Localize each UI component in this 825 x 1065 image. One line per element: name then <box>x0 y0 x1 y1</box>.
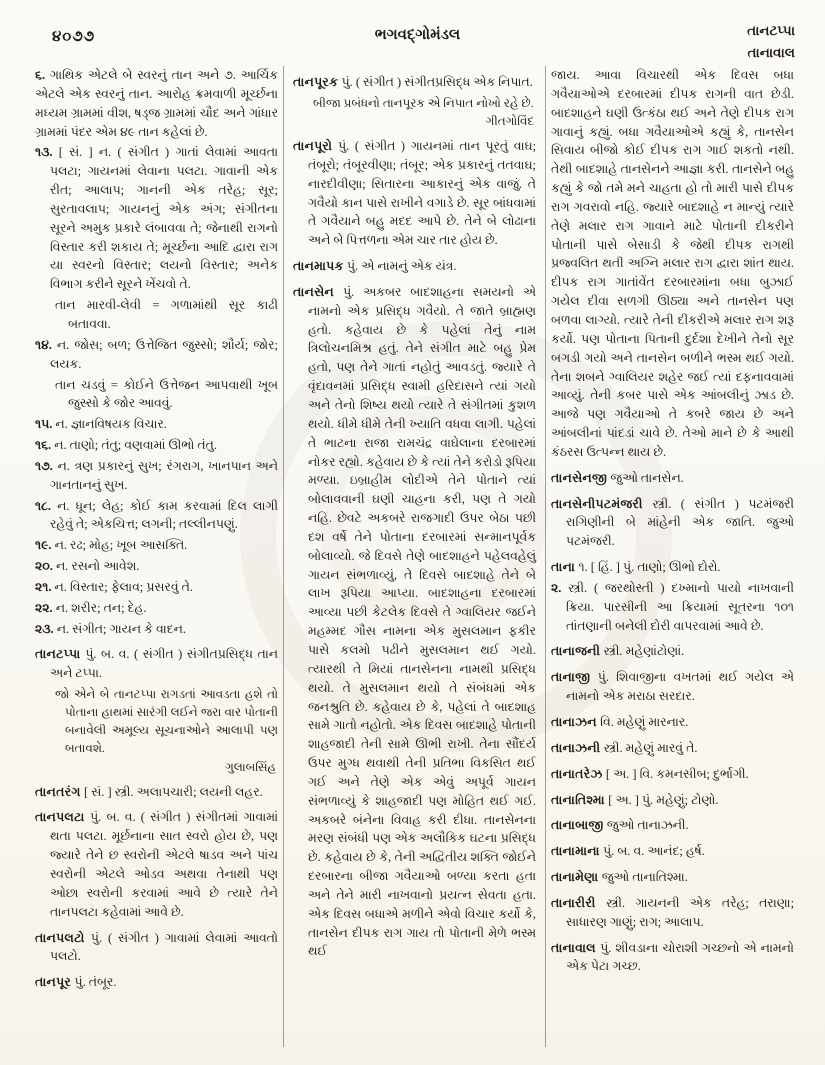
definition-text: પું. ( સંગીત ) સંગીતપ્રસિદ્ધ એક નિપાત. <box>341 75 533 89</box>
definition-text: ન. ત્રણ પ્રકારનું સુખ; રંગરાગ, ખાનપાન અને ગાનતાનનું સુખ. <box>50 458 278 492</box>
definition-text: જાય. આવા વિચારથી એક દિવસ બધા ગવૈયાઓએ દરબારમાં દીપક રાગની વાત છેડી. બાદશાહને ઘણી ઉત્કંઠા થઈ અને તેણે દીપક રાગ ગાવાનું કહ્યું. બધા ગવૈયાઓએ કહ્યું કે, તાનસેન સિવાય બીજો કોઈ દીપક રાગ ગાઈ શકતો નથી. તેથી બાદશાહે તાનસેનને આજ્ઞા કરી. તાનસેને બહુ કહ્યું કે જો તમે મને ચાહતા હો તો મારી પાસે દીપક રાગ ગવરાવો નહિ. જ્યારે બાદશાહે ન માન્યું ત્યારે તેણે મલાર રાગ ગાવાને માટે પોતાની દીકરીને પોતાની પાસે બેસાડી કે જેથી દીપક રાગથી પ્રજ્વલિત થતી અગ્નિ મલાર રાગ દ્વારા શાંત થાય. દીપક રાગ ગાતાંવેંત દરબારમાંના બધા બુઝાઈ ગયેલ દીવા સળગી ઊઠ્યા અને તાનસેન પણ બળવા લાગ્યો. ત્યારે તેની દીકરીએ મલાર રાગ શરૂ કર્યો. પણ પોતાના પિતાની દુર્દશા દેખીને તેનો સૂર બગડી ગયો અને તાનસેન બળીને ભસ્મ થઈ ગયો. તેના શબને ગ્વાલિયર શહેર જઈ ત્યાં દફનાવવામાં આવ્યું. તેની કબર પાસે એક આંબલીનું ઝાડ છે. આજે પણ ગવૈયાઓ તે કબરે જાય છે અને આંબલીનાં પાંદડાં ચાવે છે. તેઓ માને છે કે આથી કંઠરસ ઉત્પન્ન થાય છે. <box>551 68 794 459</box>
headword: તાનાવાલ <box>551 940 601 955</box>
dictionary-entry <box>293 73 536 92</box>
book-title: ભગવદ્ગોમંડલ <box>374 27 461 43</box>
headword: તાનાતરેઝ <box>551 766 606 781</box>
headword: તાનારીરી <box>551 895 607 910</box>
definition-text: જુઓ તાનાઝની. <box>606 818 689 833</box>
definition-text: સ્ત્રી. ( જરથોસ્તી ) દખ્માનો પાયો નાખવાની ક્રિયા. પારસીની આ ક્રિયામાં સૂતરના ૧૦૧ તાંતણાની બનેલી દોરી વાપરવામાં આવે છે. <box>566 580 794 633</box>
sense-number: ૧૯. <box>35 538 55 553</box>
definition-text: ન. જ્ઞાનવિષયક વિચાર. <box>55 417 167 432</box>
dictionary-entry <box>551 939 794 977</box>
definition-text: સ્ત્રી. ( સંગીત ) પટમંજરી રાગિણીની બે માંહેની એક જાતિ. જુઓ પટમંજરી. <box>566 496 794 549</box>
dictionary-entry <box>551 642 794 661</box>
definition-text: પું. એ નામનું એક યંત્ર. <box>346 259 457 274</box>
sense-number: ૨. <box>551 580 569 595</box>
dictionary-entry <box>551 765 794 784</box>
definition-text: પું. અકબર બાદશાહના સમયનો એ નામનો એક પ્રસિદ્ધ ગવૈયો. તે જાતે બ્રાહ્મણ હતો. કહેવાય છે કે પહેલાં તેનું નામ ત્રિલોચનમિશ્ર હતું. તેને સંગીત માટે બહુ પ્રેમ હતો, પણ તેને ગાતાં નહોતું આવડતું. જ્યારે તે વૃંદાવનમાં પ્રસિદ્ધ સ્વામી હરિદાસને ત્યાં ગયો અને તેનો શિષ્ય થયો ત્યારે તે સંગીતમાં કુશળ થયો. ધીમે ધીમે તેની ખ્યાતિ વધવા લાગી. પહેલાં તે ભાટના રાજા રામચંદ્ર વાઘેલાના દરબારમાં નોકર રહ્યો. કહેવાય છે કે ત્યાં તેને કરોડો રૂપિયા મળ્યા. ઇબ્રાહીમ લોદીએ તેને પોતાને ત્યાં બોલાવવાની ઘણી ચાહના કરી, પણ તે ગયો નહિ. છેવટે અકબરે રાજગાદી ઉપર બેઠા પછી દશ વર્ષે તેને પોતાના દરબારમાં સન્માનપૂર્વક બોલાવ્યો. જે દિવસે તેણે બાદશાહને પહેલવહેલું ગાયન સંભળાવ્યું, તે દિવસે બાદશાહે તેને બે લાખ રૂપિયા આપ્યા. બાદશાહના દરબારમાં આવ્યા પછી કેટલેક દિવસે તે ગ્વાલિયર જઈને મહમ્મદ ગૌસ નામના એક મુસલમાન ફકીર પાસે કલમો પઢીને મુસલમાન થઈ ગયો. ત્યારથી તે મિયાં તાનસેનના નામથી પ્રસિદ્ધ થયો. તે મુસલમાન થયો તે સંબંધમાં એક જનશ્રુતિ છે. કહેવાય છે કે, પહેલાં તે બાદશાહ સામે ગાતો નહોતો. એક દિવસ બાદશાહે પોતાની શાહજાદી તેની સામે ઊભી રાખી. તેના સૌંદર્ય ઉપર મુગ્ધ થવાથી તેની પ્રતિભા વિકસિત થઈ ગઈ અને તેણે એક એવું અપૂર્વ ગાયન સંભળાવ્યું કે શાહજાદી પણ મોહિત થઈ ગઈ. અકબરે બંનેના વિવાહ કરી દીધા. તાનસેનના મરણ સંબંધી પણ એક અલૌકિક ઘટના પ્રસિદ્ધ છે. કહેવાય છે કે, તેની અદ્વિતીય શક્તિ જોઈને દરબારના બીજા ગવૈયાઓ બળ્યા કરતા હતા અને તેને મારી નાખવાનો પ્રયત્ન સેવતા હતા. એક દિવસ બધાએ મળીને એવો વિચાર કર્યો કે, તાનસેન દીપક રાગ ગાય તો પોતાની મેળે ભસ્મ થઈ <box>308 284 536 959</box>
idiom-line <box>55 376 278 414</box>
definition-text: ન. રઢ; મોહ; ખૂબ આસક્તિ. <box>54 538 188 553</box>
headword: તાનામાના <box>551 844 604 859</box>
quote-block <box>55 685 278 775</box>
definition-text: [ અ. ] પું. મહેણું; ટોણો. <box>608 792 719 807</box>
dictionary-entry <box>293 257 536 276</box>
headword: તાનાઝન <box>551 715 601 729</box>
idiom-line <box>55 296 278 334</box>
citation: ગીતગોવિંદ <box>485 113 534 128</box>
definition-text: [ સં. ] ન. ( સંગીત ) ગાતાં લેવામાં આવતા પલટા; ગાયનમાં લેવાના પલટા. ગાવાની એક રીત; આલાપ; ગાનની એક તરેહ; સૂર; સુરતાવલાપ; ગાયનનું એક અંગ; સંગીતના સૂરને અમુક પ્રકારે લંબાવવા તે; જેનાથી રાગનો વિસ્તાર કરી શકાય તે; મૂર્ચ્છના આદિ દ્વારા રાગ યા સ્વરનો વિસ્તાર; લયનો વિસ્તાર; અનેક વિભાગ કરીને સૂરને ખેંચવો તે. <box>50 145 278 292</box>
dictionary-entry <box>35 645 278 683</box>
sense-number: ૧૬. <box>35 438 55 453</box>
headword: તાનાજની <box>551 644 604 659</box>
dictionary-entry <box>551 558 794 577</box>
guide-word-last: તાનાવાલ <box>747 45 795 61</box>
definition-text: [ સં. ] સ્ત્રી. અલાપચારી; લયની લહર. <box>84 784 263 799</box>
dictionary-entry <box>293 137 536 250</box>
definition-text: પું. બ. વ. ( સંગીત ) સંગીતપ્રસિદ્ધ તાન અને ટપ્પા. <box>50 647 278 681</box>
column-1 <box>35 66 278 1047</box>
dictionary-entry <box>35 783 278 802</box>
sense-number: ૨૦. <box>35 559 56 574</box>
definition-text: ૧. [ હિં. ] પું. તાણો; ઊભો દોરો. <box>578 560 721 575</box>
sense-item <box>35 536 278 555</box>
definition-text: પું. બ. વ. ( સંગીત ) સંગીતમાં ગાવામાં થતા પલટા. મૂર્છનાના સાત સ્વરો હોય છે, પણ જ્યારે તેને છ સ્વરોની એટલે ષાડવ અને પાંચ સ્વરોની એટલે ઓડવ અથવા તેનાથી પણ ઓછા સ્વરોની કરવામાં આવે છે ત્યારે તેને તાનપલટા કહેવામાં આવે છે. <box>50 810 278 919</box>
sense-number: ૬. <box>35 68 50 82</box>
sense-item <box>35 578 278 597</box>
definition-text: ન. સંગીત; ગાયન કે વાદન. <box>56 621 186 636</box>
sense-item <box>35 497 278 535</box>
headword: તાનાઝની <box>551 740 604 755</box>
headword: તાનતરંગ <box>35 784 85 799</box>
definition-text: પું. શીવડાના ચોરાશી ગચ્છનો એ નામનો એક પેટા ગચ્છ. <box>566 940 794 974</box>
definition-text: સ્ત્રી. મહેણાંટોણાં. <box>603 644 685 659</box>
column-2 <box>283 66 546 1047</box>
headword: તાનપૂરો <box>293 139 339 154</box>
dictionary-entry <box>551 713 794 732</box>
definition-text: ન. રસનો આવેશ. <box>55 559 140 574</box>
dictionary-entry <box>293 283 536 961</box>
sense-number: ૧૭. <box>35 458 58 473</box>
definition-text: પું. ( સંગીત ) ગાયનમાં તાન પૂરતું વાઘ; તંબૂરો; તંબૂરવીણા; તંબૂર; એક પ્રકારનું તતવાઘ; નારદીવીણા; સિતારના આકારનું એક વાજું. તે ગવૈયો કાન પાસે રાખીને વગાડે છે. સૂર બાંધવામાં તે ગવૈયાને બહુ મદદ આપે છે. તેને બે લોઢાના અને બે પિત્તળના એમ ચાર તાર હોય છે. <box>308 139 537 248</box>
sense-item <box>35 336 278 374</box>
guide-word-first: તાનટપ્પા <box>747 23 795 38</box>
page-number: ૪૦૭૭ <box>52 29 96 45</box>
headword: તાનામેણા <box>551 870 602 885</box>
quote-block <box>313 94 536 130</box>
headword: તાનાતિશ્મા <box>551 792 609 807</box>
dictionary-entry <box>35 929 278 967</box>
headword: તાનાજી <box>551 670 598 685</box>
column-3 <box>551 66 794 1047</box>
headword: તાનપલટા <box>35 810 91 825</box>
headword: તાનસેન <box>293 284 344 299</box>
sense-item <box>35 457 278 495</box>
sense-number: ૧૩. <box>35 145 59 160</box>
definition-text: તાન મારવી-લેવી = ગળામાંથી સૂર કાઢી બતાવવા. <box>55 298 278 331</box>
dictionary-entry <box>551 668 794 706</box>
definition-text: પું. બ. વ. આનંદ; હર્ષ. <box>603 844 705 859</box>
headword: તાનપૂર <box>35 975 75 990</box>
sense-number: ૨૨. <box>35 600 56 615</box>
dictionary-entry <box>35 973 278 992</box>
definition-text: જુઓ તાનાતિશ્મા. <box>601 870 688 885</box>
continuation-paragraph <box>35 66 278 141</box>
definition-text: ન. ધૂન; લેહ; કોઈ કામ કરવામાં દિલ લાગી રહેવું તે; એકચિત્ત; લગની; તલ્લીનપણું. <box>50 498 278 532</box>
definition-text: પું. તંબૂર. <box>74 975 117 990</box>
definition-text: જુઓ તાનસેન. <box>610 470 684 485</box>
sense-number: ૧૫. <box>35 417 56 432</box>
sense-number: ૧૮. <box>35 498 58 513</box>
dictionary-entry <box>551 894 794 932</box>
definition-text: બીજા પ્રબંધનો તાનપૂરક એ નિપાત નોખો રહે છે. <box>313 95 534 110</box>
sense-item <box>35 143 278 294</box>
definition-text: ન. વિસ્તાર; ફેલાવ; પ્રસરવું તે. <box>54 579 193 594</box>
sense-item <box>35 599 278 618</box>
sense-number: ૨૧. <box>35 579 55 594</box>
page-header <box>40 20 795 64</box>
definition-text: [ અ. ] વિ. કમનસીબ; દુર્ભાગી. <box>605 766 749 781</box>
dictionary-entry <box>35 808 278 921</box>
sense-item <box>35 557 278 576</box>
sense-item <box>35 415 278 434</box>
headword: તાનસેનજી <box>551 470 611 485</box>
headword: તાનાબાજી <box>551 818 607 833</box>
headword: તાનપલટો <box>35 930 91 945</box>
definition-text: સ્ત્રી. ગાયનની એક તરેહ; તરાણા; સાધારણ ગાણું; રાગ; આલાપ. <box>566 895 794 929</box>
sense-item <box>551 579 794 636</box>
sense-number: ૨૩. <box>35 621 57 636</box>
text-columns <box>35 66 797 1047</box>
definition-text: તાન ચડવું = કોઈને ઉત્તેજન આપવાથી ખૂબ જુસ્સો કે જોર આવવું. <box>55 377 278 411</box>
definition-text: જો એને બે તાનટપ્પા રાગડતાં આવડતા હશે તો પોતાના હાથમાં સારંગી લઈને જરા વાર પોતાની બનાવેલી અમૂલ્ય સૂચનાઓને આલાપી પણ બતાવશે. <box>55 687 278 756</box>
headword: તાનમાપક <box>293 259 347 274</box>
definition-text: ન. તાણો; તંતુ; વણવામાં ઊભો તંતુ. <box>54 438 217 453</box>
dictionary-entry <box>551 791 794 810</box>
headword: તાનસેનીપટમંજરી <box>551 496 653 511</box>
definition-text: ગાથિક એટલે બે સ્વરનું તાન અને ૭. આર્ચિક એટલે એક સ્વરનું તાન. આરોહ ક્રમવાળી મૂર્ચ્છના મધ્યમ ગ્રામમાં વીશ, ષડ્જ ગ્રામમાં ચૌદ અને ગાંધાર ગ્રામમાં પંદર એમ ૪૯ તાન કહેલાં છે. <box>35 68 278 139</box>
headword: તાના <box>551 560 579 575</box>
guide-words <box>747 20 795 65</box>
headword: તાનટપ્પા <box>35 647 86 662</box>
dictionary-entry <box>551 842 794 861</box>
definition-text: સ્ત્રી. મહેણું મારવું તે. <box>603 740 698 755</box>
citation: ગુલાબસિંહ <box>225 759 276 774</box>
dictionary-entry <box>551 469 794 488</box>
definition-text: પું. ( સંગીત ) ગાવામાં લેવામાં આવતો પલટો. <box>50 930 278 964</box>
dictionary-entry <box>551 739 794 758</box>
definition-text: પું. શિવાજીના વખતમાં થઈ ગયેલ એ નામનો એક મરાઠા સરદાર. <box>566 670 794 704</box>
dictionary-entry <box>551 816 794 835</box>
sense-item <box>35 436 278 455</box>
sense-item <box>35 620 278 639</box>
sense-number: ૧૪. <box>35 337 57 352</box>
definition-text: વિ. મહેણું મારનાર. <box>600 715 689 729</box>
continuation-paragraph <box>551 66 794 462</box>
headword: તાનપૂરક <box>293 75 342 89</box>
definition-text: ન. જોસ; બળ; ઉત્તેજિત જુસ્સો; શૌર્ય; જોર; લયક. <box>50 337 278 371</box>
dictionary-entry <box>551 868 794 887</box>
definition-text: ન. શરીર; તન; દેહ. <box>55 600 147 615</box>
dictionary-entry <box>551 495 794 552</box>
